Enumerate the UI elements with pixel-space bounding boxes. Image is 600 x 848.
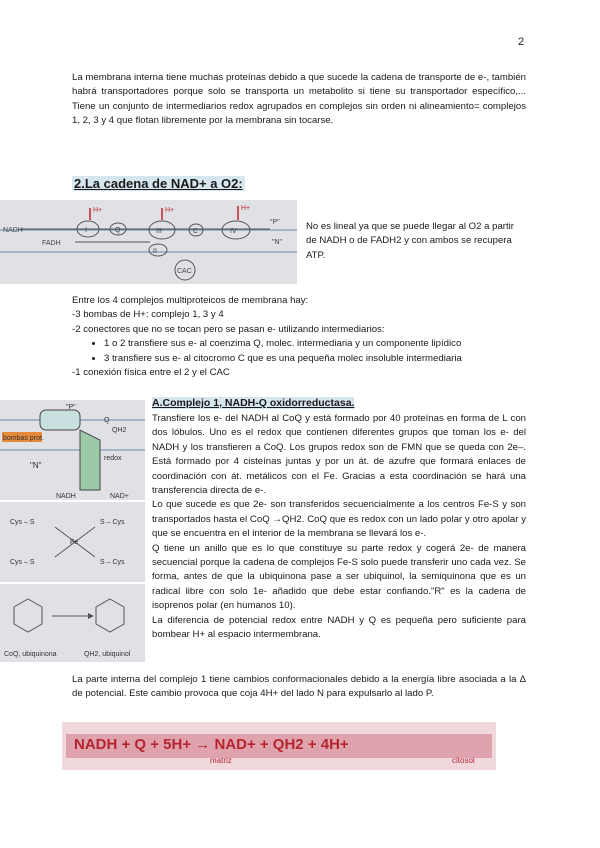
- complex1-label: I: [85, 227, 87, 234]
- cac-label: CAC: [177, 268, 192, 275]
- bullet-item: • 3 transfiere sus e- al citocromo C que es una pequeña molec insoluble intermediaria: [104, 352, 532, 366]
- complexes-intro: Entre los 4 complejos multiproteicos de membrana hay:: [72, 295, 309, 306]
- p-label: "P": [66, 404, 76, 411]
- complex4-label: IV: [230, 228, 237, 235]
- n-label: "N": [30, 461, 42, 470]
- h-pump4-label: H+: [241, 205, 251, 212]
- paragraph: La diferencia de potencial redox entre NADH y Q es pequeña pero suficiente para bombear H+ al espacio intermembrana.: [152, 614, 526, 641]
- bombas-label: bombas prot.: [3, 435, 44, 442]
- n-side-label: "N": [272, 239, 283, 246]
- complexes-list: [72, 294, 532, 380]
- paragraph: Transfiere los e- del NADH al CoQ y está formado por 40 proteínas en forma de L con dos lóbulos. Uno es el redox que contienen diferentes grupos que toman los e- del NADH y los transfieren a CoQ. Los grupos redox son de FMN que se queda con 2e–. Está formado por 4 cisteínas juntas y por un át. de azufre que formará enlaces de coordinación con át. metálicos con el Fe. Gracias a esta coordinación se hará una transferencia directa de e-.: [152, 413, 526, 497]
- complex3-label: III: [156, 228, 162, 235]
- subsection-heading: A.Complejo 1, NADH-Q oxidorreductasa.: [152, 397, 355, 409]
- page-number: 2: [518, 36, 525, 48]
- complex2-label: II: [153, 248, 157, 255]
- cys-label: Cys – S: [10, 519, 35, 526]
- complexes-pumps: -3 bombas de H+: complejo 1, 3 y 4: [72, 309, 224, 321]
- redox-label: redox: [104, 455, 122, 462]
- c-label: C: [193, 228, 199, 235]
- p-side-label: "P": [270, 219, 280, 226]
- nadh-label: NADH: [3, 227, 23, 234]
- qh2-label: QH2: [112, 427, 127, 434]
- complexes-connectors: -2 conectores que no se tocan pero se pasan e- utilizando intermediarios:: [72, 323, 385, 335]
- section-heading: 2.La cadena de NAD+ a O2:: [74, 176, 243, 191]
- h-pump1-label: H+: [93, 207, 103, 214]
- ubiquinone-label: CoQ, ubiquinona: [4, 651, 57, 658]
- equation-text: NADH + Q + 5H+ → NAD+ + QH2 + 4H+: [74, 736, 349, 753]
- nadh-label: NADH: [56, 493, 76, 500]
- complexes-physical: -1 conexión física entre el 2 y el CAC: [72, 367, 230, 379]
- reaction-equation: [62, 722, 496, 770]
- bullet-item: • 1 o 2 transfiere sus e- al coenzima Q, molec. intermediaria y un componente lipídico: [104, 337, 532, 351]
- nad-label: NAD+: [110, 493, 129, 500]
- cys-label: Cys – S: [10, 559, 35, 566]
- paragraph: Lo que sucede es que 2e- son transferidos secuencialmente a los centros Fe-S y son transportados hasta el CoQ →QH2. CoQ que es redox con un lado polar y otro apolar y que se encuentra en el interior de la membrana se llevará los e-.: [152, 499, 526, 540]
- ubiquinone-diagram: [0, 584, 145, 662]
- complex1-shape-diagram: [0, 400, 145, 500]
- equation-citosol-label: citosol: [452, 756, 475, 765]
- electron-chain-diagram: [0, 200, 297, 284]
- cys-label: S – Cys: [100, 519, 125, 526]
- complex1-description: [152, 412, 526, 643]
- paragraph: Q tiene un anillo que es lo que constituye su parte redox y cogerá 2e- de manera secuencial porque la cadena de complejos Fe-S solo puede transferir uno cada vez. Se forma, antes de que la ubiquinona pase a ser ubiquinol, la semiquinona que es un radical libre con solo 1e- añadido que debe estar confiando."R" es la cadena de isoprenos polar (en humanos 10).: [152, 542, 526, 612]
- diagram-note: No es lineal ya que se puede llegar al O2 a partir de NADH o de FADH2 y con ambos se recupera ATP.: [306, 221, 514, 261]
- q-label: Q: [104, 417, 110, 424]
- equation-matriz-label: matriz: [210, 756, 232, 765]
- fadh-label: FADH: [42, 240, 61, 247]
- fe-s-cluster-diagram: [0, 502, 145, 582]
- h-pump3-label: H+: [165, 207, 175, 214]
- q-label: Q: [115, 227, 121, 234]
- complex1-continuation: La parte interna del complejo 1 tiene cambios conformacionales debido a la energía libre asociada a la Δ de potencial. Este cambio provoca que coja 4H+ del lado N para expulsarlo al lado P.: [72, 674, 526, 700]
- fe-label: Fe: [70, 539, 79, 546]
- ubiquinol-label: QH2, ubiquinol: [84, 651, 131, 658]
- cys-label: S – Cys: [100, 559, 125, 566]
- intro-paragraph: La membrana interna tiene muchas proteínas debido a que sucede la cadena de transporte de e-, también habrá transportadores porque solo se transporta un metabolito si tiene su transportador específico,... Tiene un conjunto de intermediarios redox agrupados en complejos sin orden ni alineamiento= complejos 1, 2, 3 y 4 que flotan libremente por la membrana sin tocarse.: [72, 72, 526, 127]
